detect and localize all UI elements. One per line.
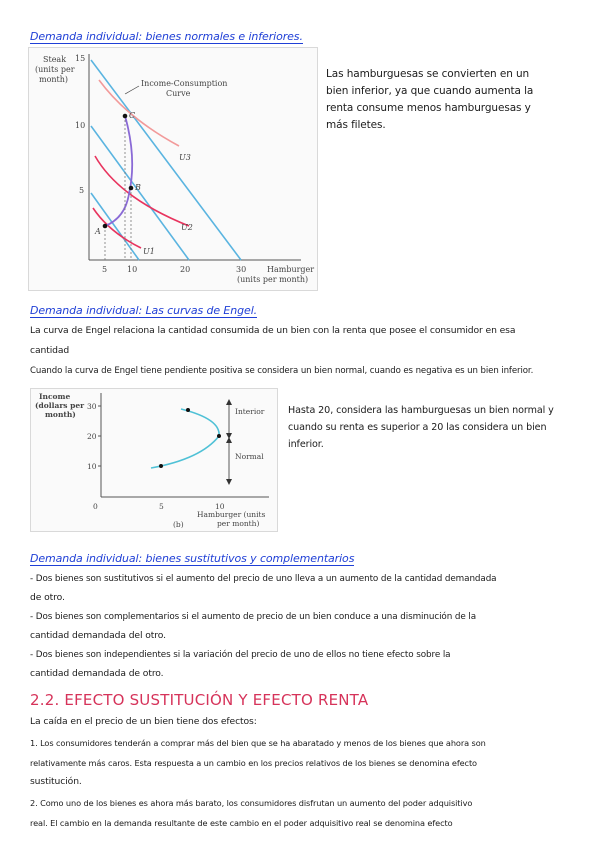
substitutes-line-1: - Dos bienes son sustitutivos si el aumento del precio de uno lleva a un aumento de la cantidad demandada: [30, 574, 497, 584]
x-tick-5: 5: [159, 502, 164, 511]
label-u2: U2: [181, 223, 193, 232]
point-10: [159, 464, 163, 468]
section-title-substitutes: Demanda individual: bienes sustitutivos y complementarios: [30, 552, 355, 565]
note-inferior-good: Las hamburguesas se convierten en un bien inferior, ya que cuando aumenta la renta consume menos hamburguesas y más filetes.: [326, 68, 534, 131]
icc-leader: [125, 86, 139, 94]
x-tick-10: 10: [127, 265, 138, 274]
y-axis-label-2: (units per: [35, 65, 75, 74]
effect-line-2: 1. Los consumidores tenderán a comprar más del bien que se ha abaratado y menos de los bienes que ahora son: [30, 738, 486, 748]
x-axis-label-1: Hamburger (units: [197, 510, 266, 519]
figure-income-consumption: [28, 47, 318, 291]
label-u1: U1: [143, 247, 155, 256]
engel-line-2: cantidad: [30, 345, 70, 356]
y-axis-label-3: month): [39, 75, 69, 84]
effect-line-3: relativamente más caros. Esta respuesta a un cambio en los precios relativos de los bienes se denomina efecto: [30, 758, 477, 768]
label-point-a: A: [95, 227, 101, 236]
normal-arrow-down: [226, 479, 232, 485]
label-point-c: C: [129, 111, 136, 120]
effect-line-1: La caída en el precio de un bien tiene dos efectos:: [30, 716, 257, 727]
engel-line-3: Cuando la curva de Engel tiene pendiente positiva se considera un bien normal, cuando es negativa es un bien inferior.: [30, 366, 534, 376]
x-tick-30: 30: [236, 265, 247, 274]
x-tick-0: 0: [93, 502, 98, 511]
indifference-curve-u2: [95, 156, 189, 226]
x-tick-10: 10: [215, 502, 225, 511]
interior-arrow-up: [226, 399, 232, 405]
effect-line-4: sustitución.: [30, 776, 82, 787]
y-tick-15: 15: [75, 54, 86, 63]
label-u3: U3: [179, 153, 191, 162]
y-axis-label-3: month): [45, 410, 76, 419]
engel-line-1: La curva de Engel relaciona la cantidad consumida de un bien con la renta que posee el consumidor en esa: [30, 325, 516, 336]
point-a: [103, 224, 108, 229]
note-engel-threshold: Hasta 20, considera las hamburguesas un bien normal y cuando su renta es superior a 20 las considera un bien inferior.: [288, 405, 554, 450]
x-axis-label-1: Hamburger: [267, 265, 315, 274]
section-title-engel: Demanda individual: Las curvas de Engel.: [30, 304, 258, 317]
engel-curve-diagram: [31, 389, 277, 531]
x-axis-label-2: per month): [217, 519, 260, 528]
point-c: [123, 114, 128, 119]
label-interior: Interior: [235, 407, 265, 416]
x-axis-label-2: (units per month): [237, 275, 309, 284]
budget-line-mid: [91, 126, 189, 260]
y-tick-30: 30: [87, 402, 97, 411]
income-consumption-curve: [105, 116, 132, 226]
heading-substitution-income-effect: 2.2. EFECTO SUSTITUCIÓN Y EFECTO RENTA: [30, 691, 369, 709]
figure-engel-curve: [30, 388, 278, 532]
y-axis-label-1: Income: [39, 392, 71, 401]
section-title-normal-inferior: Demanda individual: bienes normales e inferiores.: [30, 30, 303, 43]
engel-curve: [151, 409, 219, 468]
effect-line-5: 2. Como uno de los bienes es ahora más barato, los consumidores disfrutan un aumento del poder adquisitivo: [30, 798, 473, 808]
panel-label-b: (b): [173, 520, 184, 529]
point-30: [186, 408, 190, 412]
normal-arrow-up: [226, 437, 232, 443]
y-tick-10: 10: [75, 121, 86, 130]
x-tick-5: 5: [102, 265, 108, 274]
substitutes-line-3: - Dos bienes son complementarios si el aumento de precio de un bien conduce a una disminución de la: [30, 612, 477, 622]
income-consumption-diagram: [29, 48, 317, 290]
y-tick-5: 5: [79, 186, 85, 195]
y-axis-label-1: Steak: [43, 55, 67, 64]
label-point-b: B: [135, 183, 141, 192]
substitutes-line-4: cantidad demandada del otro.: [30, 630, 166, 641]
y-tick-20: 20: [87, 432, 97, 441]
effect-line-6: real. El cambio en la demanda resultante de este cambio en el poder adquisitivo real se denomina efecto: [30, 818, 453, 828]
substitutes-line-6: cantidad demandada de otro.: [30, 668, 164, 679]
y-axis-label-2: (dollars per: [35, 401, 85, 410]
point-20: [217, 434, 221, 438]
label-normal: Normal: [235, 452, 264, 461]
substitutes-line-2: de otro.: [30, 592, 65, 603]
substitutes-line-5: - Dos bienes son independientes si la variación del precio de uno de ellos no tiene efecto sobre la: [30, 650, 451, 660]
point-b: [129, 186, 134, 191]
icc-label-2: Curve: [166, 89, 191, 98]
x-tick-20: 20: [180, 265, 191, 274]
y-tick-10: 10: [87, 462, 97, 471]
icc-label-1: Income-Consumption: [141, 79, 228, 88]
